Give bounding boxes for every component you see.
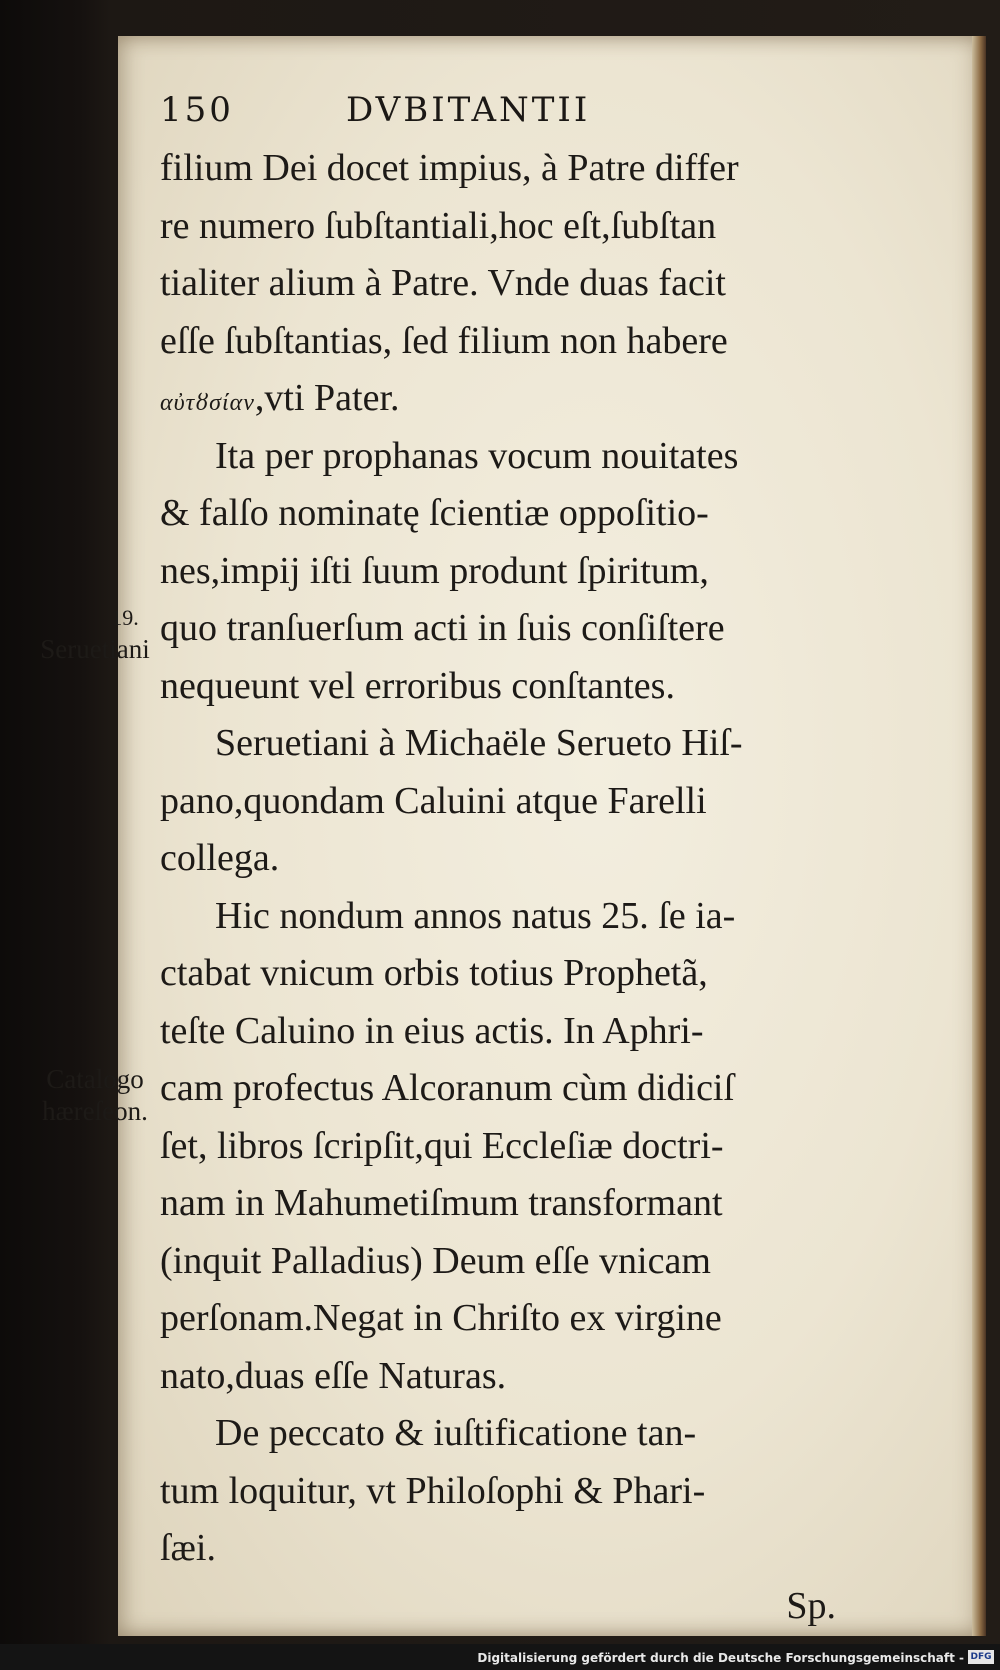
text-line: ctabat vnicum orbis totius Prophetã,	[160, 952, 708, 994]
page-edge	[972, 36, 986, 1636]
footer-bar	[0, 1644, 1000, 1670]
text-line: Ita per prophanas vocum nouitates	[215, 434, 739, 477]
margin-number: 19.	[111, 605, 139, 630]
margin-note-line: hæreſeon.	[42, 1096, 148, 1126]
text-line: perſonam.Negat in Chriſto ex virgine	[160, 1297, 722, 1339]
text-line: ſæi.	[160, 1527, 216, 1569]
text-line	[160, 370, 840, 428]
text-line: Hic nondum annos natus 25. ſe ia-	[215, 894, 736, 937]
text-line: eſſe ſubſtantias, ſed filium non habere	[160, 319, 728, 362]
margin-note-seruetiani: Seruetiani	[40, 634, 150, 664]
greek-word: αὐτȣσίαν	[160, 390, 255, 416]
text-line: tialiter alium à Patre. Vnde duas facit	[160, 262, 726, 304]
text-line: nequeunt vel erroribus conſtantes.	[160, 664, 675, 707]
text-line: re numero ſubſtantiali,hoc eſt,ſubſtan	[160, 204, 717, 247]
text-line: pano,quondam Caluini atque Farelli	[160, 779, 707, 822]
text-line: De peccato & iuſtificatione tan-	[215, 1412, 697, 1454]
text-line: & falſo nominatę ſcientiæ oppoſitio-	[160, 492, 709, 534]
text-line: Seruetiani à Michaële Serueto Hiſ-	[215, 722, 743, 764]
text-line: collega.	[160, 837, 280, 879]
catchword: Sp.	[786, 1584, 836, 1627]
text-line: teſte Caluino in eius actis. In Aphri-	[160, 1009, 704, 1052]
running-title: DVBITANTII	[346, 90, 591, 130]
dfg-logo: DFG	[968, 1650, 994, 1664]
footer-credit: Digitalisierung gefördert durch die Deutsche Forschungsgemeinschaft -	[477, 1651, 964, 1665]
text-line: quo tranſuerſum acti in ſuis conſiſtere	[160, 607, 725, 649]
text-line: tum loquitur, vt Philoſophi & Phari-	[160, 1469, 706, 1512]
body-text	[160, 140, 840, 1635]
page-number: 150	[160, 90, 234, 130]
text-line: nes,impij iſti ſuum produnt ſpiritum,	[160, 549, 709, 592]
text-line: cam profectus Alcoranum cùm didiciſ	[160, 1067, 735, 1109]
margin-note-line: Catalogo	[46, 1064, 144, 1094]
text-fragment: ,vti Pater.	[254, 377, 400, 419]
text-line: filium Dei docet impius, à Patre differ	[160, 147, 739, 189]
text-line: (inquit Palladius) Deum eſſe vnicam	[160, 1239, 711, 1282]
margin-note-catalogo	[15, 1063, 175, 1127]
text-line: nato,duas eſſe Naturas.	[160, 1354, 507, 1397]
text-line: nam in Mahumetiſmum transformant	[160, 1182, 723, 1224]
text-line: ſet, libros ſcripſit,qui Eccleſiæ doctri-	[160, 1124, 724, 1167]
